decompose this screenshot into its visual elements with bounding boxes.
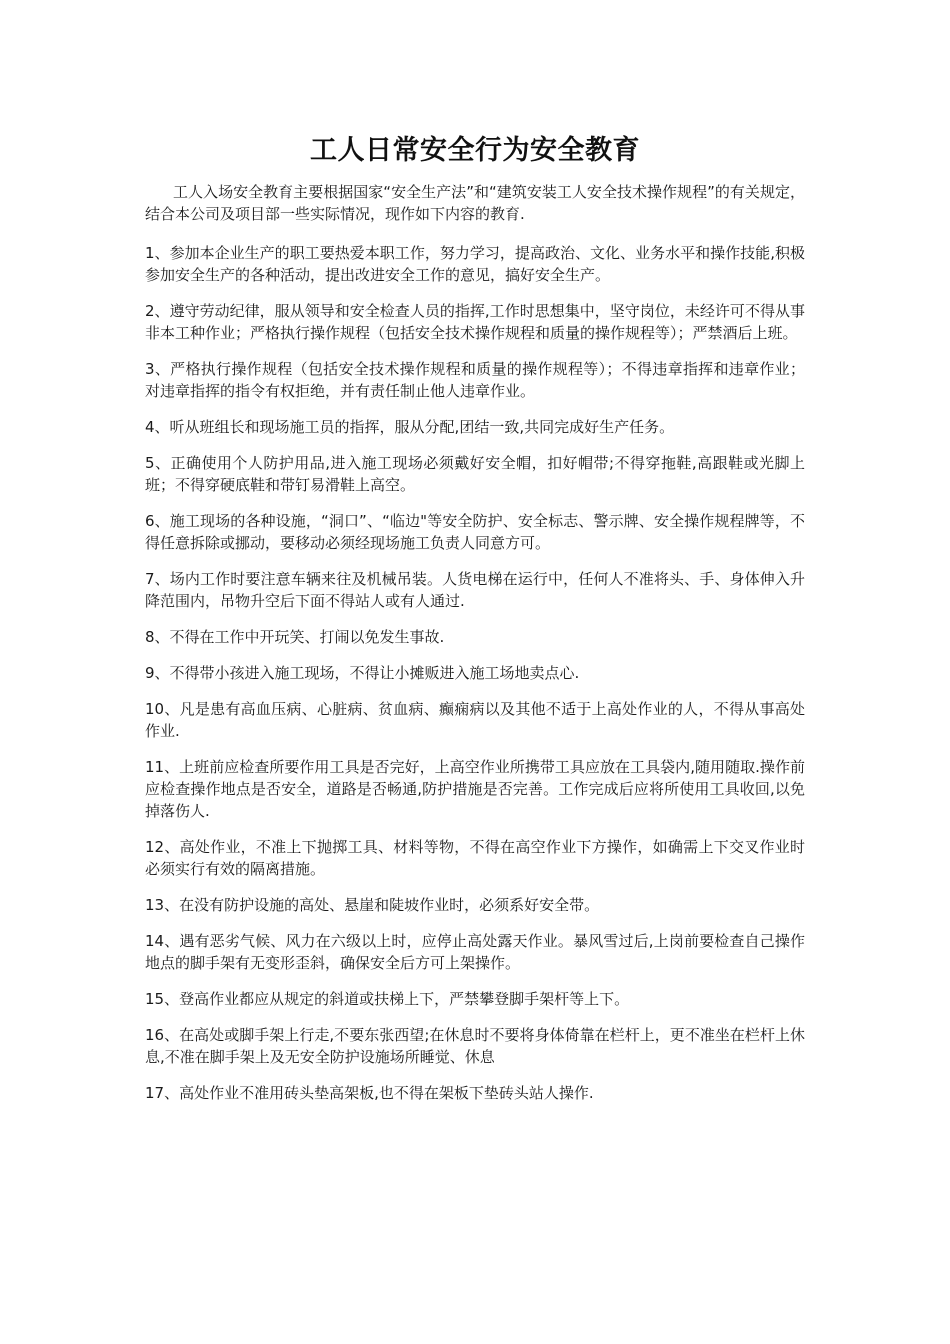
rule-item-14: 14、遇有恶劣气候、风力在六级以上时，应停止高处露天作业。暴风雪过后,上岗前要检查自己操作地点的脚手架有无变形歪斜，确保安全后方可上架操作。 bbox=[145, 932, 805, 972]
rule-item-17: 17、高处作业不准用砖头垫高架板,也不得在架板下垫砖头站人操作. bbox=[145, 1084, 594, 1102]
rule-item-4: 4、听从班组长和现场施工员的指挥，服从分配,团结一致,共同完成好生产任务。 bbox=[145, 418, 675, 436]
rule-item-9: 9、不得带小孩进入施工现场，不得让小摊贩进入施工场地卖点心. bbox=[145, 664, 580, 682]
rule-item-16: 16、在高处或脚手架上行走,不要东张西望;在休息时不要将身体倚靠在栏杆上，更不准坐在栏杆上休息,不准在脚手架上及无安全防护设施场所睡觉、休息 bbox=[145, 1026, 805, 1066]
document-body bbox=[145, 128, 805, 1118]
rule-item-7: 7、场内工作时要注意车辆来往及机械吊装。人货电梯在运行中，任何人不准将头、手、身体伸入升降范围内，吊物升空后下面不得站人或有人通过. bbox=[145, 570, 805, 610]
rule-item-3: 3、严格执行操作规程（包括安全技术操作规程和质量的操作规程等）；不得违章指挥和违章作业；对违章指挥的指令有权拒绝，并有责任制止他人违章作业。 bbox=[145, 360, 805, 400]
rule-item-15: 15、登高作业都应从规定的斜道或扶梯上下，严禁攀登脚手架杆等上下。 bbox=[145, 990, 630, 1008]
document-title: 工人日常安全行为安全教育 bbox=[310, 135, 640, 166]
rule-item-10: 10、凡是患有高血压病、心脏病、贫血病、癫痫病以及其他不适于上高处作业的人，不得从事高处作业. bbox=[145, 700, 805, 740]
rule-item-12: 12、高处作业，不准上下抛掷工具、材料等物，不得在高空作业下方操作，如确需上下交叉作业时必须实行有效的隔离措施。 bbox=[145, 838, 805, 878]
rule-item-5: 5、正确使用个人防护用品,进入施工现场必须戴好安全帽，扣好帽带;不得穿拖鞋,高跟鞋或光脚上班；不得穿硬底鞋和带钉易滑鞋上高空。 bbox=[145, 454, 805, 494]
rule-item-11: 11、上班前应检查所要作用工具是否完好，上高空作业所携带工具应放在工具袋内,随用随取.操作前应检查操作地点是否安全，道路是否畅通,防护措施是否完善。工作完成后应将所使用工具收回,以免掉落伤人. bbox=[145, 758, 805, 820]
rule-item-1: 1、参加本企业生产的职工要热爱本职工作，努力学习，提高政治、文化、业务水平和操作技能,积极参加安全生产的各种活动，提出改进安全工作的意见，搞好安全生产。 bbox=[145, 244, 805, 284]
intro-paragraph: 工人入场安全教育主要根据国家“安全生产法”和“建筑安装工人安全技术操作规程”的有关规定，结合本公司及项目部一些实际情况，现作如下内容的教育. bbox=[145, 183, 805, 223]
rule-item-6: 6、施工现场的各种设施，“洞口”、“临边"等安全防护、安全标志、警示牌、安全操作规程牌等，不得任意拆除或挪动，要移动必须经现场施工负责人同意方可。 bbox=[145, 512, 805, 552]
rule-item-13: 13、在没有防护设施的高处、悬崖和陡坡作业时，必须系好安全带。 bbox=[145, 896, 600, 914]
rule-item-8: 8、不得在工作中开玩笑、打闹以免发生事故. bbox=[145, 628, 445, 646]
rule-item-2: 2、遵守劳动纪律，服从领导和安全检查人员的指挥,工作时思想集中，坚守岗位，未经许可不得从事非本工种作业；严格执行操作规程（包括安全技术操作规程和质量的操作规程等）；严禁酒后上班。 bbox=[145, 302, 805, 342]
